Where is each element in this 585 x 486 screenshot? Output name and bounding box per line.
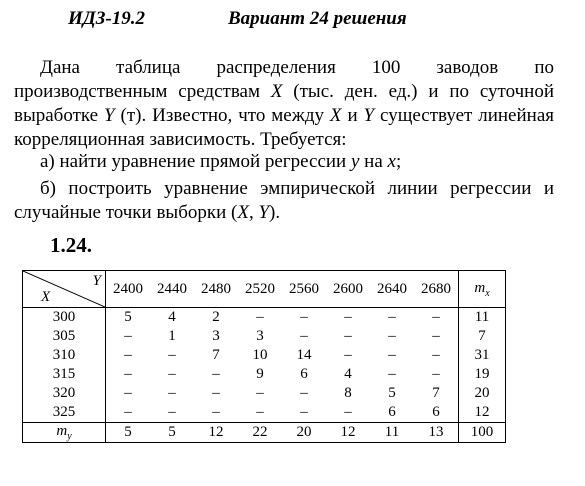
my-value: 22	[238, 423, 282, 443]
frequency-cell: –	[212, 366, 220, 382]
frequency-cell: –	[256, 404, 264, 420]
y-header: 2640	[370, 271, 414, 308]
frequency-cell: 5	[124, 309, 132, 325]
mx-value: 7	[459, 327, 506, 346]
frequency-cell: 4	[168, 309, 176, 325]
frequency-cell: –	[432, 309, 440, 325]
table-row	[23, 346, 506, 365]
mx-header	[459, 271, 506, 308]
frequency-cell: 7	[432, 385, 440, 401]
frequency-cell: 14	[296, 347, 312, 363]
corner-cell	[23, 271, 106, 308]
frequency-cell: –	[344, 404, 352, 420]
frequency-cell: –	[168, 404, 176, 420]
my-label: m	[56, 423, 68, 439]
mx-label: m	[474, 279, 486, 296]
frequency-cell: –	[256, 385, 264, 401]
frequency-cell: –	[344, 347, 352, 363]
y-header: 2600	[326, 271, 370, 308]
frequency-cell: –	[388, 366, 396, 382]
x-value: 325	[23, 403, 106, 423]
frequency-cell: 6	[388, 404, 396, 420]
variant-title: Вариант 24 решения	[228, 8, 407, 29]
table-row	[23, 308, 506, 328]
mx-value: 31	[459, 346, 506, 365]
frequency-cell: 4	[344, 366, 352, 382]
frequency-cell: 3	[212, 328, 220, 344]
frequency-cell: –	[300, 385, 308, 401]
frequency-cell: –	[124, 347, 132, 363]
frequency-cell: –	[124, 385, 132, 401]
frequency-cell: –	[124, 366, 132, 382]
frequency-cell: –	[344, 328, 352, 344]
y-header: 2520	[238, 271, 282, 308]
assignment-id: ИДЗ-19.2	[68, 8, 146, 29]
frequency-cell: –	[432, 366, 440, 382]
table-row	[23, 365, 506, 384]
frequency-cell: –	[300, 309, 308, 325]
my-value: 5	[106, 423, 151, 443]
frequency-cell: 10	[252, 347, 268, 363]
y-header: 2400	[106, 271, 151, 308]
table-row	[23, 384, 506, 403]
corner-y-label: Y	[92, 273, 101, 289]
task-a: а) найти уравнение прямой регрессии y на x;	[40, 151, 402, 172]
y-header: 2560	[282, 271, 326, 308]
mx-value: 11	[459, 308, 506, 328]
frequency-cell: –	[300, 328, 308, 344]
frequency-cell: –	[300, 404, 308, 420]
frequency-cell: 8	[344, 385, 352, 401]
x-value: 305	[23, 327, 106, 346]
my-sub: y	[67, 431, 72, 442]
x-value: 320	[23, 384, 106, 403]
frequency-cell: 3	[256, 328, 264, 344]
table-row	[23, 403, 506, 423]
frequency-cell: 1	[168, 328, 176, 344]
task-number: 1.24.	[50, 233, 92, 257]
frequency-cell: –	[388, 309, 396, 325]
my-value: 13	[414, 423, 459, 443]
my-row	[23, 423, 506, 443]
frequency-cell: –	[168, 366, 176, 382]
mx-value: 12	[459, 403, 506, 423]
frequency-cell: 9	[256, 366, 264, 382]
corner-x-label: X	[41, 289, 51, 305]
x-value: 315	[23, 365, 106, 384]
frequency-cell: 7	[212, 347, 220, 363]
frequency-cell: –	[168, 385, 176, 401]
problem-statement: Дана таблица распределения 100 заводов по производственным средствам X (тыс. ден. ед.) и по суточной выработке Y (т). Известно, что между X и Y существует линейная корреляционная зависимость. Требуется:	[14, 57, 554, 150]
mx-sub: x	[485, 287, 490, 299]
frequency-cell: 6	[300, 366, 308, 382]
frequency-cell: 6	[432, 404, 440, 420]
frequency-cell: 5	[388, 385, 396, 401]
frequency-cell: –	[212, 385, 220, 401]
mx-value: 20	[459, 384, 506, 403]
mx-value: 19	[459, 365, 506, 384]
x-value: 300	[23, 308, 106, 328]
table-header-row	[23, 271, 506, 308]
my-value: 20	[282, 423, 326, 443]
my-value: 5	[150, 423, 194, 443]
my-value: 12	[326, 423, 370, 443]
my-value: 11	[370, 423, 414, 443]
task-b: б) построить уравнение эмпирической линии регрессии и случайные точки выборки (X, Y).	[14, 178, 554, 223]
distribution-table	[22, 270, 506, 443]
frequency-cell: –	[344, 309, 352, 325]
frequency-cell: –	[432, 347, 440, 363]
total-value: 100	[459, 423, 506, 443]
frequency-cell: –	[388, 328, 396, 344]
frequency-cell: –	[256, 309, 264, 325]
y-header: 2680	[414, 271, 459, 308]
frequency-cell: –	[212, 404, 220, 420]
frequency-cell: –	[168, 347, 176, 363]
frequency-cell: –	[124, 328, 132, 344]
y-header: 2440	[150, 271, 194, 308]
frequency-cell: –	[432, 328, 440, 344]
frequency-cell: 2	[212, 309, 220, 325]
frequency-cell: –	[388, 347, 396, 363]
my-value: 12	[194, 423, 238, 443]
table-row	[23, 327, 506, 346]
x-value: 310	[23, 346, 106, 365]
my-header	[23, 423, 106, 443]
y-header: 2480	[194, 271, 238, 308]
frequency-cell: –	[124, 404, 132, 420]
